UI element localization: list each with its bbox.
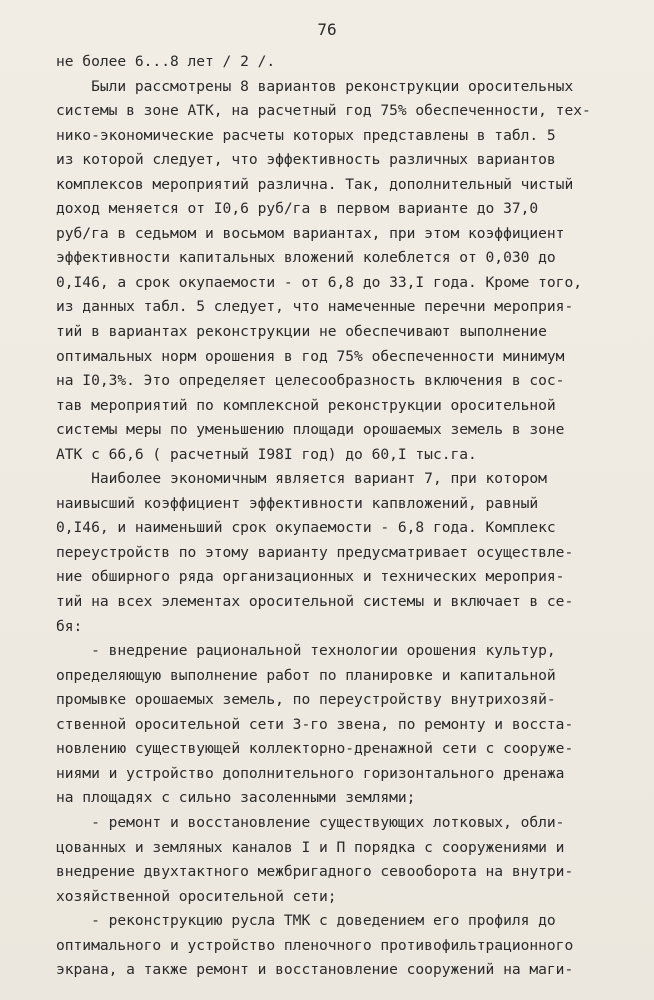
text-line: из которой следует, что эффективность различных вариантов bbox=[56, 151, 556, 169]
body-text bbox=[56, 50, 624, 983]
text-line: хозяйственной оросительной сети; bbox=[56, 887, 337, 905]
text-line: - ремонт и восстановление существующих лотковых, обли- bbox=[56, 813, 565, 831]
text-line: комплексов мероприятий различна. Так, дополнительный чистый bbox=[56, 175, 574, 193]
page-number: 76 bbox=[317, 20, 337, 39]
text-line: оптимальных норм орошения в год 75% обеспеченности минимум bbox=[56, 347, 565, 365]
text-line: на площадях с сильно засоленными землями; bbox=[56, 789, 416, 807]
text-line: экрана, а также ремонт и восстановление сооружений на маги- bbox=[56, 961, 574, 979]
text-line: - внедрение рациональной технологии орошения культур, bbox=[56, 642, 556, 660]
text-line: системы в зоне АТК, на расчетный год 75% обеспеченности, тех- bbox=[56, 102, 591, 120]
text-line: переустройств по этому варианту предусматривает осуществле- bbox=[56, 543, 574, 561]
text-line: руб/га в седьмом и восьмом вариантах, при этом коэффициент bbox=[56, 224, 565, 242]
text-line: ниями и устройство дополнительного горизонтального дренажа bbox=[56, 764, 565, 782]
text-line: доход меняется от I0,6 руб/га в первом варианте до 37,0 bbox=[56, 200, 539, 218]
text-line: внедрение двухтактного межбригадного севооборота на внутри- bbox=[56, 863, 574, 881]
text-line: эффективности капитальных вложений колеблется от 0,030 до bbox=[56, 249, 556, 267]
text-line: тий в вариантах реконструкции не обеспечивают выполнение bbox=[56, 323, 547, 341]
text-line: 0,I46, и наименьший срок окупаемости - 6,8 года. Комплекс bbox=[56, 519, 556, 537]
text-line: ние обширного ряда организационных и технических мероприя- bbox=[56, 568, 565, 586]
text-line: АТК с 66,6 ( расчетный I98I год) до 60,I тыс.га. bbox=[56, 445, 477, 463]
text-line: ственной оросительной сети 3-го звена, по ремонту и восста- bbox=[56, 715, 574, 733]
text-line: нико-экономические расчеты которых представлены в табл. 5 bbox=[56, 126, 556, 144]
text-line: из данных табл. 5 следует, что намеченные перечни мероприя- bbox=[56, 298, 574, 316]
text-line: тий на всех элементах оросительной системы и включает в се- bbox=[56, 593, 574, 611]
text-line: оптимального и устройство пленочного противофильтрационного bbox=[56, 936, 574, 954]
text-line: промывке орошаемых земель, по переустройству внутрихозяй- bbox=[56, 691, 556, 709]
text-line: на I0,3%. Это определяет целесообразность включения в сос- bbox=[56, 372, 565, 390]
text-line: - реконструкцию русла ТМК с доведением его профиля до bbox=[56, 912, 556, 930]
text-line: 0,I46, а срок окупаемости - от 6,8 до 33,I года. Кроме того, bbox=[56, 273, 582, 291]
text-line: новлению существующей коллекторно-дренажной сети с сооруже- bbox=[56, 740, 574, 758]
text-line: наивысший коэффициент эффективности капвложений, равный bbox=[56, 494, 539, 512]
text-line: определяющую выполнение работ по планировке и капитальной bbox=[56, 666, 556, 684]
text-line: системы меры по уменьшению площади орошаемых земель в зоне bbox=[56, 421, 565, 439]
text-line: Были рассмотрены 8 вариантов реконструкции оросительных bbox=[56, 77, 574, 95]
text-line: не более 6...8 лет / 2 /. bbox=[56, 53, 276, 70]
text-line: тав мероприятий по комплексной реконструкции оросительной bbox=[56, 396, 556, 414]
text-line: цованных и земляных каналов I и П порядка с сооружениями и bbox=[56, 838, 565, 856]
text-line: бя: bbox=[56, 617, 83, 635]
text-line: Наиболее экономичным является вариант 7, при котором bbox=[56, 470, 547, 488]
